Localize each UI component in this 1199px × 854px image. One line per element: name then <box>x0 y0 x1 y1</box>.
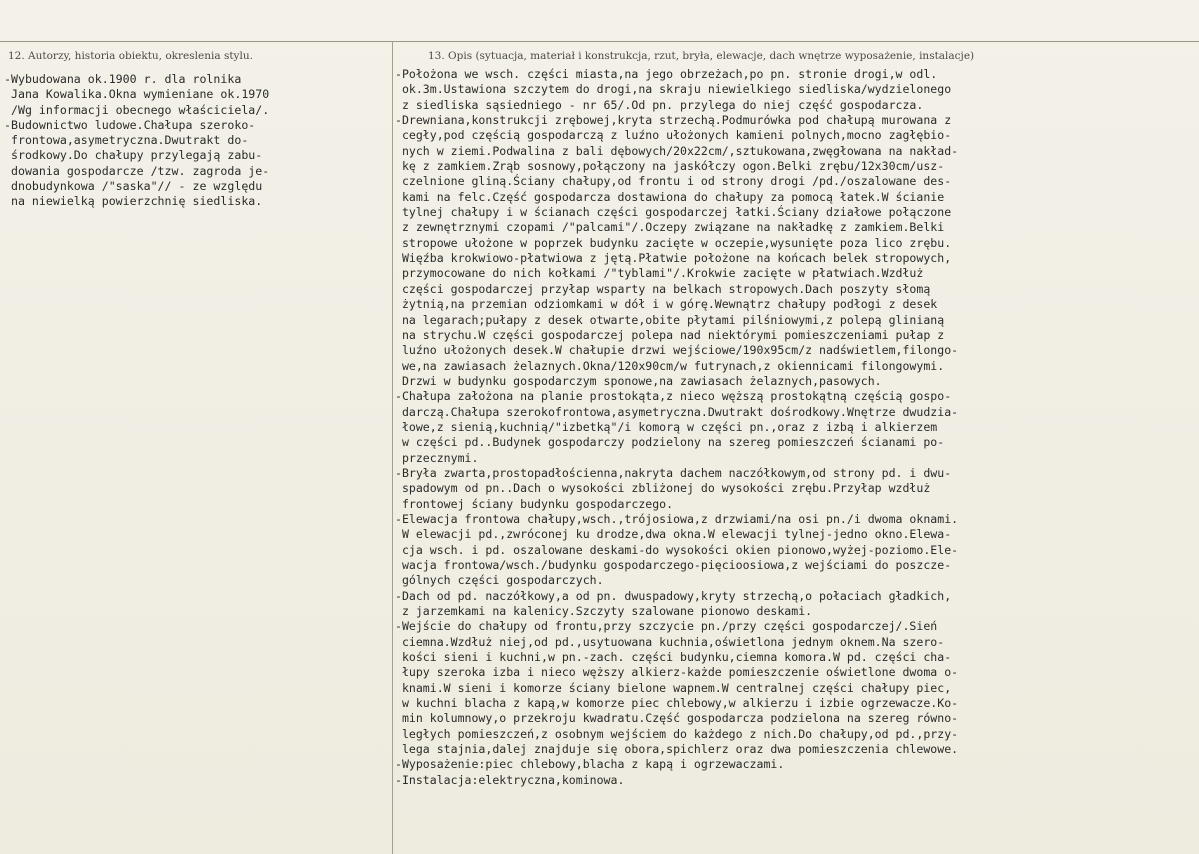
history-text: -Wybudowana ok.1900 r. dla rolnika Jana Kowalika.Okna wymieniane ok.1970 /Wg informacji obecnego właściciela/. -Budownictwo ludowe.Chałupa szeroko- frontowa,asymetryczna.Dwutrakt do- środkowy.Do chałupy przylegają zabu- dowania gospodarcze /tzw. zagroda je- dnobudynkowa /"saska"// - ze względu na niewielką powierzchnię siedliska. <box>4 72 270 209</box>
column-divider <box>392 41 393 854</box>
top-rule <box>0 41 1199 42</box>
description-text: -Położona we wsch. części miasta,na jego obrzeżach,po pn. stronie drogi,w odl. ok.3m.Ustawiona szczytem do drogi,na skraju niewielkiego siedliska/wydzielonego z siedliska sąsiedniego - nr 65/.Od pn. przylega do niej część gospodarcza. -Drewniana,konstrukcji zrębowej,kryta strzechą.Podmurówka pod chałupą murowana z cegły,pod częścią gospodarczą z luźno ułożonych kamieni polnych,mocno zagłębio- nych w ziemi.Podwalina z bali dębowych/20x22cm/,sztukowana,zwęgłowana na nakład- kę z zamkiem.Zrąb sosnowy,połączony na jaskółczy ogon.Belki zrębu/12x30cm/usz- czelnione gliną.Ściany chałupy,od frontu i od strony drogi /pd./oszalowane des- kami na felc.Część gospodarcza dostawiona do chałupy za pomocą łatek.W ścianie tylnej chałupy i w ścianach części gospodarczej łatki.Ściany działowe połączone z zewnętrznymi czopami /"palcami"/.Oczepy związane na nakładkę z zamkiem.Belki stropowe ułożone w poprzek budynku zacięte w oczepie,wysunięte poza lico zrębu. Więźba krokwiowo-płatwiowa z jętą.Płatwie położone na końcach belek stropowych, przymocowane do nich kołkami /"tyblami"/.Krokwie zacięte w płatwiach.Wzdłuż części gospodarczej przyłap wsparty na belkach stropowych.Dach poszyty słomą żytnią,na przemian odziomkami w dół i w górę.Wewnątrz chałupy podłogi z desek na legarach;pułapy z desek otwarte,obite płytami pilśniowymi,z polepą glinianą na strychu.W części gospodarczej polepa nad niektórymi pomieszczeniami pułap z luźno ułożonych desek.W chałupie drzwi wejściowe/190x95cm/z nadświetlem,filongo- we,na zawiasach żelaznych.Okna/120x90cm/w futrynach,z okiennicami filongowymi. Drzwi w budynku gospodarczym sponowe,na zawiasach żelaznych,pasowych. -Chałupa założona na planie prostokąta,z nieco węższą prostokątną częścią gospo- darczą.Chałupa szerokofrontowa,asymetryczna.Dwutrakt dośrodkowy.Wnętrze dwudzia- łowe,z sienią,kuchnią/"izbetką"/i komorą w części pn.,oraz z izbą i alkierzem w części pd..Budynek gospodarczy podzielony na szereg pomieszczeń ścianami po- przecznymi. -Bryła zwarta,prostopadłościenna,nakryta dachem naczółkowym,od strony pd. i dwu- spadowym od pn..Dach o wysokości zbliżonej do wysokości zrębu.Przyłap wzdłuż frontowej ściany budynku gospodarczego. -Elewacja frontowa chałupy,wsch.,trójosiowa,z drzwiami/na osi pn./i dwoma oknami. W elewacji pd.,zwróconej ku drodze,dwa okna.W elewacji tylnej-jedno okno.Elewa- cja wsch. i pd. oszalowane deskami-do wysokości okien pionowo,wyżej-poziomo.Ele- wacja frontowa/wsch./budynku gospodarczego-pięcioosiowa,z wejściami do poszcze- gólnych części gospodarczych. -Dach od pd. naczółkowy,a od pn. dwuspadowy,kryty strzechą,o połaciach gładkich, z jarzemkami na kalenicy.Szczyty szalowane pionowo deskami. -Wejście do chałupy od frontu,przy szczycie pn./przy części gospodarczej/.Sień ciemna.Wzdłuż niej,od pd.,usytuowana kuchnia,oświetlona jednym oknem.Na szero- kości sieni i kuchni,w pn.-zach. części budynku,ciemna komora.W pd. części cha- łupy szeroka izba i nieco węższy alkierz-każde pomieszczenie oświetlone dwoma o- knami.W sieni i komorze ściany bielone wapnem.W centralnej części chałupy piec, w kuchni blacha z kapą,w komorze piec chlebowy,w alkierzu i izbie ogrzewacze.Ko- min kolumnowy,o przekroju kwadratu.Część gospodarcza podzielona na szereg równo- ległych pomieszczeń,z osobnym wejściem do każdego z nich.Do chałupy,od pd.,przy- lega stajnia,dalej znajduje się obora,spichlerz oraz dwa pomieszczenia chlewowe. -Wyposażenie:piec chlebowy,blacha z kapą i ogrzewaczami. -Instalacja:elektryczna,kominowa. <box>395 67 959 787</box>
section-13-header: 13. Opis (sytuacja, materiał i konstrukcja, rzut, bryła, elewacje, dach wnętrze wyposażenie, instalacje) <box>428 50 975 62</box>
section-12-header: 12. Autorzy, historia obiektu, okreslenia stylu. <box>8 50 253 62</box>
